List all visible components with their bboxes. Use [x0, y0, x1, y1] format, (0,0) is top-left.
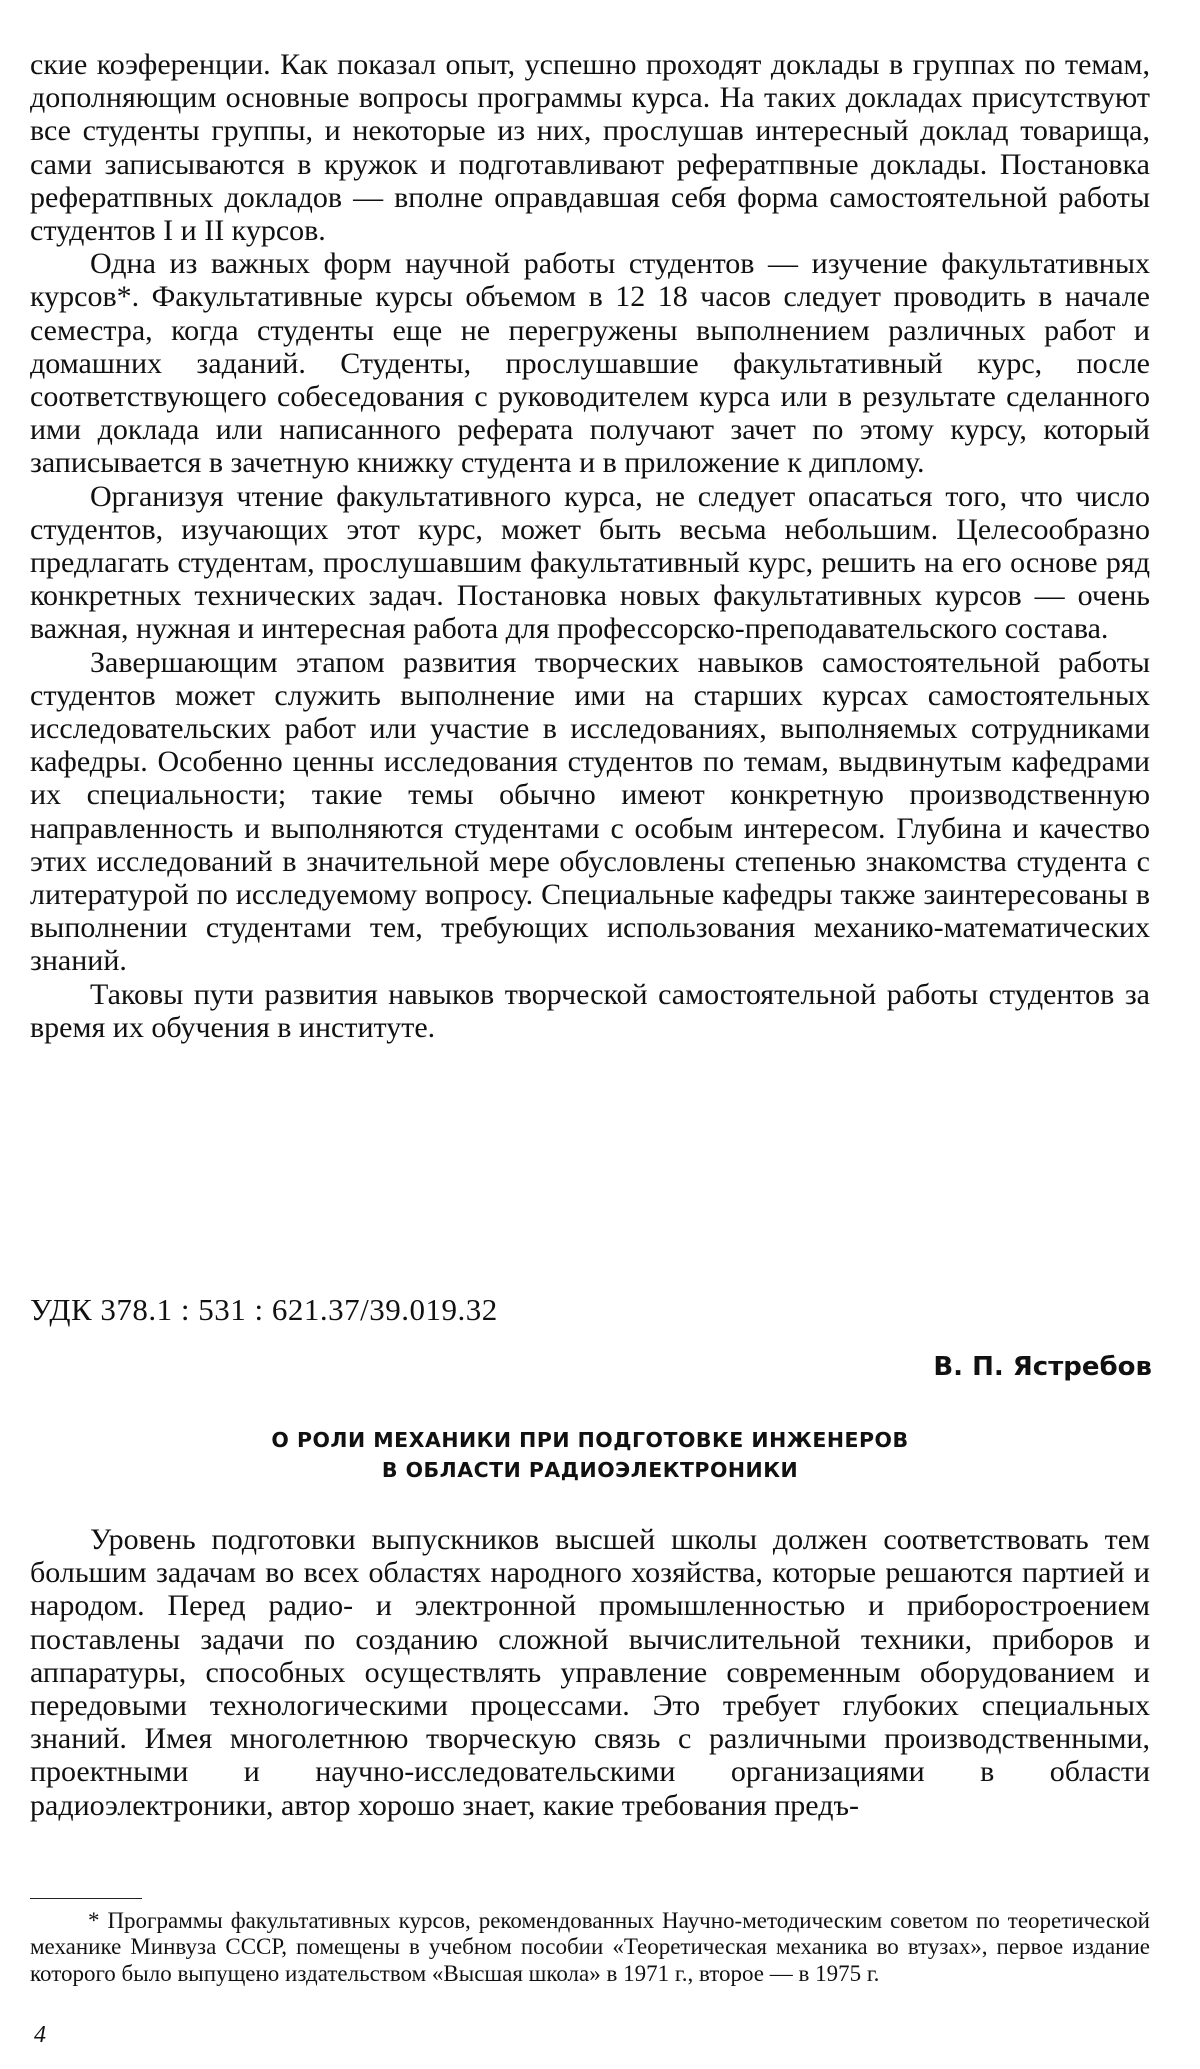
- article-body: [30, 1523, 1150, 1822]
- paragraph-4: Завершающим этапом развития творческих навыков самостоятельной работы студентов может служить выполнение ими на старших курсах самостоятельных исследовательских работ или участие в исследованиях, выполняемых сотрудниками кафедры. Особенно ценны исследования студентов по темам, выдвинутым кафедрами их специальности; такие темы обычно имеют конкретную производственную направленность и выполняются студентами с особым интересом. Глубина и качество этих исследований в значительной мере обусловлены степенью знакомства студента с литературой по исследуемому вопросу. Специальные кафедры также заинтересованы в выполнении студентами тем, требующих использования механико-математических знаний.: [30, 645, 1150, 978]
- paragraph-2: Одна из важных форм научной работы студентов — изучение факультативных курсов*. Факультативные курсы объемом в 12 18 часов следует проводить в начале семестра, когда студенты еще не перегружены выполнением различных работ и домашних заданий. Студенты, прослушавшие факультативный курс, после соответствующего собеседования с руководителем курса или в результате сделанного ими доклада или написанного реферата получают зачет по этому курсу, который записывается в зачетную книжку студента и в приложение к диплому.: [30, 247, 1150, 480]
- paragraph-3: Организуя чтение факультативного курса, не следует опасаться того, что число студентов, изучающих этот курс, может быть весьма небольшим. Целесообразно предлагать студентам, прослушавшим факультативный курс, решить на его основе ряд конкретных технических задач. Постановка новых факультативных курсов — очень важная, нужная и интересная работа для профессорско-преподавательского состава.: [30, 479, 1150, 646]
- previous-article-text: [30, 48, 1150, 1044]
- title-line-2: В ОБЛАСТИ РАДИОЭЛЕКТРОНИКИ: [381, 1458, 799, 1482]
- footnote-divider: [30, 1898, 142, 1899]
- paragraph-1: ские коэференции. Как показал опыт, успешно проходят доклады в группах по темам, дополняющим основные вопросы программы курса. На таких докладах присутствуют все студенты группы, и некоторые из них, прослушав интересный доклад товарища, сами записываются в кружок и подготавливают рефератпвные доклады. Постановка рефератпвных докладов — вполне оправдавшая себя форма самостоятельной работы студентов I и II курсов.: [30, 48, 1150, 248]
- page-number: 4: [34, 2022, 46, 2048]
- article-title: [30, 1425, 1150, 1485]
- paragraph-5: Таковы пути развития навыков творческой самостоятельной работы студентов за время их обучения в институте.: [30, 977, 1150, 1044]
- title-line-1: О РОЛИ МЕХАНИКИ ПРИ ПОДГОТОВКЕ ИНЖЕНЕРОВ: [271, 1428, 909, 1452]
- author-name: В. П. Ястребов: [933, 1352, 1152, 1382]
- footnote: * Программы факультативных курсов, рекомендованных Научно-методическим советом по теоретической механике Минвуза СССР, помещены в учебном пособии «Теоретическая механика во втузах», первое издание которого было выпущено издательством «Высшая школа» в 1971 г., второе — в 1975 г.: [30, 1908, 1150, 1986]
- article-paragraph: Уровень подготовки выпускников высшей школы должен соответствовать тем большим задачам во всех областях народного хозяйства, которые решаются партией и народом. Перед радио- и электронной промышленностью и приборостроением поставлены задачи по созданию сложной вычислительной техники, приборов и аппаратуры, способных осуществлять управление современным оборудованием и передовыми технологическими процессами. Это требует глубоких специальных знаний. Имея многолетнюю творческую связь с различными производственными, проектными и научно-исследовательскими организациями в области радиоэлектроники, автор хорошо знает, какие требования предъ-: [30, 1523, 1150, 1822]
- udk-code: УДК 378.1 : 531 : 621.37/39.019.32: [30, 1292, 498, 1327]
